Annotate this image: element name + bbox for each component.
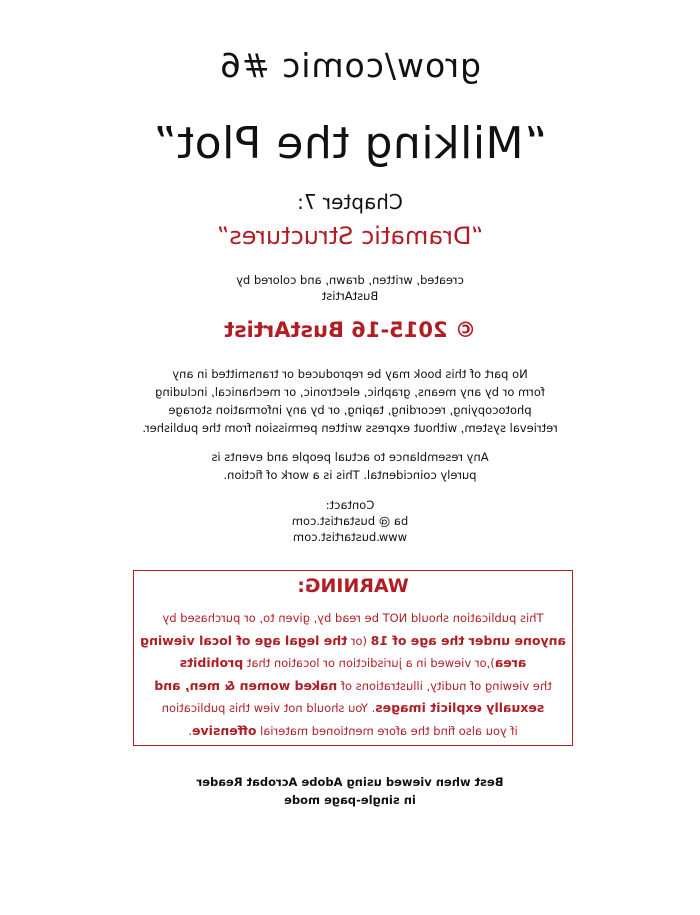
warning-emphasis: prohibits — [179, 655, 244, 670]
warning-text: This publication should NOT be read by, given to, or purchased by — [162, 611, 544, 625]
warning-text: (or — [347, 633, 371, 648]
viewing-recommendation — [0, 773, 700, 809]
warning-emphasis: the legal age of local viewing — [140, 632, 348, 648]
rights-line: form or by any means, graphic, electronic, or mechanical, including — [155, 385, 545, 399]
warning-emphasis: area — [494, 655, 527, 670]
warning-emphasis: offensive — [191, 722, 257, 738]
contact-block — [0, 497, 700, 545]
viewing-line: Best when viewed using Adobe Acrobat Reader — [196, 775, 504, 789]
contact-email: ba @ bustartist.com — [291, 514, 409, 528]
contact-label: Contact: — [325, 498, 375, 512]
fiction-line: purely coincidental. This is a work of fiction. — [223, 468, 477, 482]
warning-emphasis: anyone under the age of 18 — [370, 632, 566, 648]
copyright-notice: © 2015-16 BustArtist — [224, 318, 476, 342]
chapter-label: Chapter 7: — [297, 190, 403, 214]
rights-line: No part of this book may be reproduced or transmitted in any — [172, 367, 528, 381]
warning-text: ),or viewed in a jurisdiction or location that — [243, 656, 495, 670]
rights-line: retrieval system, without express written permission from the publisher. — [142, 421, 558, 435]
chapter-title: “Dramatic Structures” — [216, 222, 484, 250]
warning-text: if you also find the afore mentioned material — [256, 723, 518, 738]
warning-text: . — [188, 723, 192, 738]
warning-line — [134, 697, 572, 720]
rights-line: photocopying, recording, taping, or by any information storage — [168, 403, 532, 417]
warning-line — [134, 652, 572, 675]
book-title: “Milking the Plot” — [153, 118, 547, 169]
rights-notice — [0, 365, 700, 437]
series-title: grow/comic #6 — [219, 46, 482, 85]
warning-emphasis: sexually explicit images — [375, 700, 545, 715]
warning-line — [134, 720, 572, 743]
warning-box — [133, 570, 573, 746]
warning-emphasis: naked women & men, and — [154, 677, 338, 693]
warning-text: . You should not view this publication — [161, 701, 376, 715]
credits-author: BustArtist — [321, 289, 379, 303]
warning-text: the viewing of nudity, illustrations of — [337, 678, 552, 693]
fiction-line: Any resemblance to actual people and events is — [211, 450, 489, 464]
warning-heading: WARNING: — [297, 575, 409, 597]
credits — [0, 272, 700, 304]
viewing-line: in single-page mode — [284, 793, 416, 807]
warning-body — [134, 607, 572, 742]
warning-line — [134, 630, 572, 653]
warning-line — [134, 675, 572, 698]
fiction-disclaimer — [0, 448, 700, 484]
warning-line — [134, 607, 572, 630]
credits-line: created, written, drawn, and colored by — [236, 273, 464, 287]
contact-website: www.bustartist.com — [292, 530, 408, 544]
